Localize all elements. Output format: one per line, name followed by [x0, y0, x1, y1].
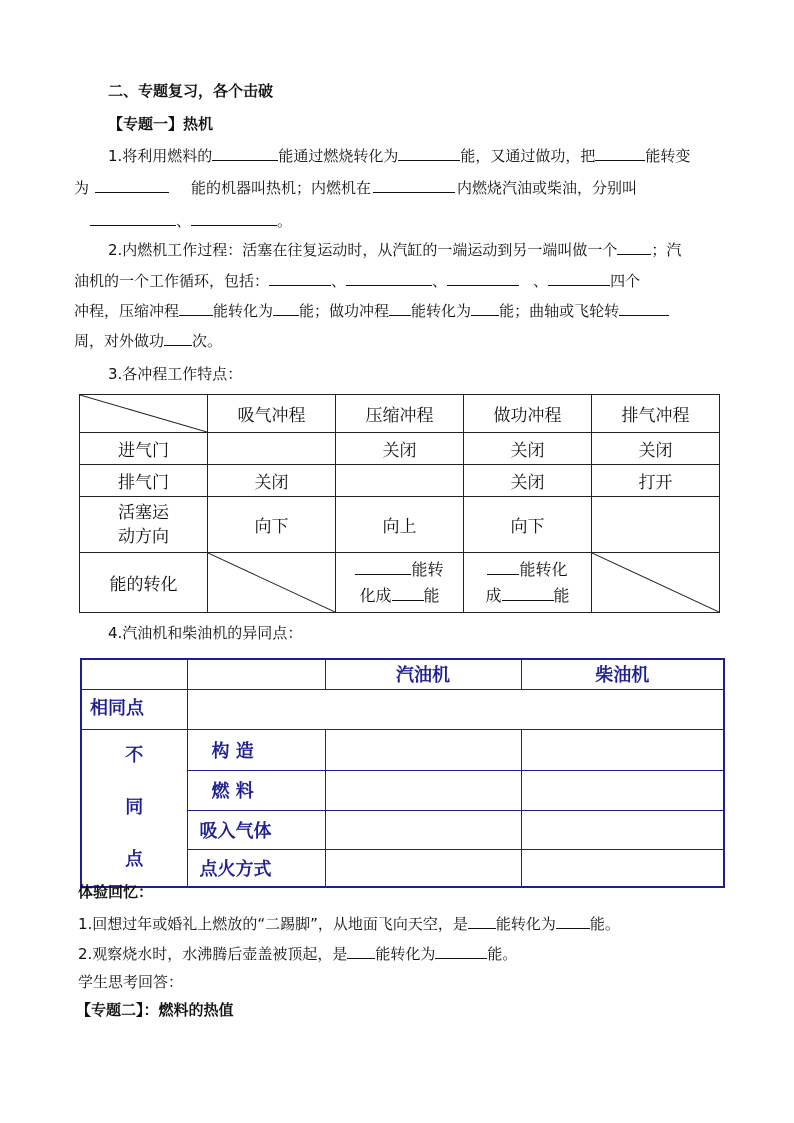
- experience-blank[interactable]: [468, 914, 496, 929]
- experience-line2: [78, 944, 517, 964]
- q1-text: 能通过燃烧转化为: [278, 147, 399, 165]
- q2-text: 能转化为: [411, 302, 472, 320]
- q2-blank[interactable]: [447, 271, 519, 286]
- experience-text: 2.观察烧水时，水沸腾后壶盖被顶起，是: [78, 945, 348, 963]
- table-cell: [325, 771, 521, 810]
- q2-blank[interactable]: [617, 240, 651, 255]
- column-header: 吸气冲程: [208, 395, 336, 433]
- q4-title: 4.汽油机和柴油机的异同点：: [108, 624, 303, 642]
- experience-text: 能。: [589, 915, 620, 933]
- table-corner-cell: [187, 659, 325, 689]
- q1-text: 、: [176, 212, 192, 230]
- q2-text: 油机的一个工作循环，包括：: [74, 272, 270, 290]
- q1-text: 。: [277, 212, 293, 230]
- row-label-char: 不: [125, 744, 144, 766]
- q1-blank[interactable]: [398, 146, 460, 161]
- q2-text: 、: [331, 272, 347, 290]
- table-cell: 关闭: [592, 433, 720, 465]
- table-cell: [592, 497, 720, 553]
- row-sub-label: 吸入气体: [187, 810, 325, 849]
- q2-blank[interactable]: [346, 271, 432, 286]
- q3-title: 3.各冲程工作特点：: [108, 365, 243, 383]
- q2-text: 2.内燃机工作过程：活塞在往复运动时，从汽缸的一端运动到另一端叫做一个: [108, 241, 618, 259]
- q2-blank[interactable]: [269, 271, 331, 286]
- q2-line4: [74, 331, 222, 351]
- table-blank-cell: [592, 553, 720, 613]
- table-corner-cell: [81, 659, 187, 689]
- energy-text: 能转: [411, 559, 444, 579]
- table-cell: 向上: [336, 497, 464, 553]
- q2-line3: [74, 301, 669, 321]
- experience-line1: [78, 914, 620, 934]
- q2-blank[interactable]: [471, 301, 499, 316]
- q2-text: 能转化为: [213, 302, 274, 320]
- row-label: 排气门: [80, 465, 208, 497]
- table-cell: [521, 849, 724, 886]
- table-cell: [521, 810, 724, 849]
- q2-blank[interactable]: [389, 301, 411, 316]
- table-cell: [208, 433, 336, 465]
- q1-blank[interactable]: [595, 146, 645, 161]
- row-label: [81, 729, 187, 887]
- q1-text: 内燃烧汽油或柴油，分别叫: [457, 179, 638, 197]
- experience-line3: 学生思考回答：: [78, 973, 184, 991]
- experience-text: 能转化为: [375, 945, 436, 963]
- energy-blank[interactable]: [355, 560, 411, 575]
- q1-blank[interactable]: [95, 178, 169, 193]
- q1-text: 能转变: [645, 147, 691, 165]
- energy-text: 能: [553, 585, 570, 605]
- row-label-char: 同: [125, 796, 144, 818]
- topic1-title: 【专题一】热机: [108, 115, 214, 133]
- q2-blank[interactable]: [273, 301, 299, 316]
- table-cell: [521, 729, 724, 771]
- q2-text: 四个: [610, 272, 641, 290]
- table-cell: 向下: [464, 497, 592, 553]
- energy-blank[interactable]: [487, 560, 519, 575]
- column-header: 柴油机: [521, 659, 724, 689]
- column-header: 压缩冲程: [336, 395, 464, 433]
- table-blank-cell: [208, 553, 336, 613]
- q2-text: 、: [432, 272, 448, 290]
- q2-blank[interactable]: [619, 301, 669, 316]
- table-cell: 关闭: [336, 433, 464, 465]
- experience-title: 体验回忆：: [78, 883, 154, 901]
- row-sub-label: 构 造: [187, 729, 325, 771]
- q1-blank[interactable]: [191, 211, 277, 226]
- engine-comparison-table: [80, 658, 725, 888]
- q2-line2: [74, 271, 640, 291]
- column-header: 做功冲程: [464, 395, 592, 433]
- section-heading: 二、专题复习，各个击破: [108, 82, 274, 100]
- q2-text: ；汽: [651, 241, 682, 259]
- q1-text: 为: [74, 179, 90, 197]
- row-label: 进气门: [80, 433, 208, 465]
- row-label-char: 点: [125, 848, 144, 870]
- row-sub-label: 点火方式: [187, 849, 325, 886]
- row-sub-label: 燃 料: [187, 771, 325, 810]
- table-cell: [336, 465, 464, 497]
- table-cell: [521, 771, 724, 810]
- q2-text: 冲程，压缩冲程: [74, 302, 180, 320]
- energy-text: 能: [423, 585, 440, 605]
- q1-line2: [74, 178, 637, 198]
- row-label: 能的转化: [80, 553, 208, 613]
- energy-blank[interactable]: [502, 586, 554, 601]
- energy-text: 成: [485, 585, 502, 605]
- q2-blank[interactable]: [164, 331, 192, 346]
- table-cell: 关闭: [464, 433, 592, 465]
- q1-blank[interactable]: [212, 146, 278, 161]
- q2-text: 周，对外做功: [74, 332, 165, 350]
- experience-blank[interactable]: [347, 944, 375, 959]
- table-cell: 关闭: [208, 465, 336, 497]
- stroke-characteristics-table: [79, 394, 720, 613]
- q2-blank[interactable]: [179, 301, 213, 316]
- table-cell: [187, 689, 724, 729]
- q2-blank[interactable]: [548, 271, 610, 286]
- q1-blank[interactable]: [90, 211, 176, 226]
- q2-text: 能；做功冲程: [299, 302, 390, 320]
- column-header: 汽油机: [325, 659, 521, 689]
- energy-blank[interactable]: [392, 586, 424, 601]
- q1-line1: [108, 146, 690, 166]
- q1-blank[interactable]: [373, 178, 455, 193]
- experience-text: 能转化为: [495, 915, 556, 933]
- column-header: 排气冲程: [592, 395, 720, 433]
- experience-blank[interactable]: [556, 914, 590, 929]
- row-label: 相同点: [81, 689, 187, 729]
- table-cell: [464, 553, 592, 613]
- q1-text: 1.将利用燃料的: [108, 147, 213, 165]
- row-label-line: 动方向: [118, 526, 169, 547]
- q2-text: 次。: [192, 332, 223, 350]
- table-cell: [336, 553, 464, 613]
- q2-line1: [108, 240, 681, 260]
- table-cell: 关闭: [464, 465, 592, 497]
- table-cell: [325, 849, 521, 886]
- row-label-line: 活塞运: [118, 502, 169, 523]
- experience-blank[interactable]: [435, 944, 487, 959]
- table-cell: [325, 810, 521, 849]
- q1-text: 能的机器叫热机；内燃机在: [191, 179, 372, 197]
- energy-text: 化成: [359, 585, 392, 605]
- table-cell: 打开: [592, 465, 720, 497]
- table-cell: [325, 729, 521, 771]
- q1-line3: [90, 211, 292, 231]
- q2-text: 能；曲轴或飞轮转: [499, 302, 620, 320]
- q1-text: 能，又通过做功，把: [460, 147, 596, 165]
- table-corner-cell: [80, 395, 208, 433]
- experience-text: 1.回想过年或婚礼上燃放的“二踢脚”，从地面飞向天空，是: [78, 915, 468, 933]
- row-label: [80, 497, 208, 553]
- experience-text: 能。: [487, 945, 518, 963]
- topic2-title: 【专题二】：燃料的热值: [76, 1001, 234, 1019]
- energy-text: 能转化: [519, 559, 568, 579]
- q2-text: 、: [533, 272, 549, 290]
- table-cell: 向下: [208, 497, 336, 553]
